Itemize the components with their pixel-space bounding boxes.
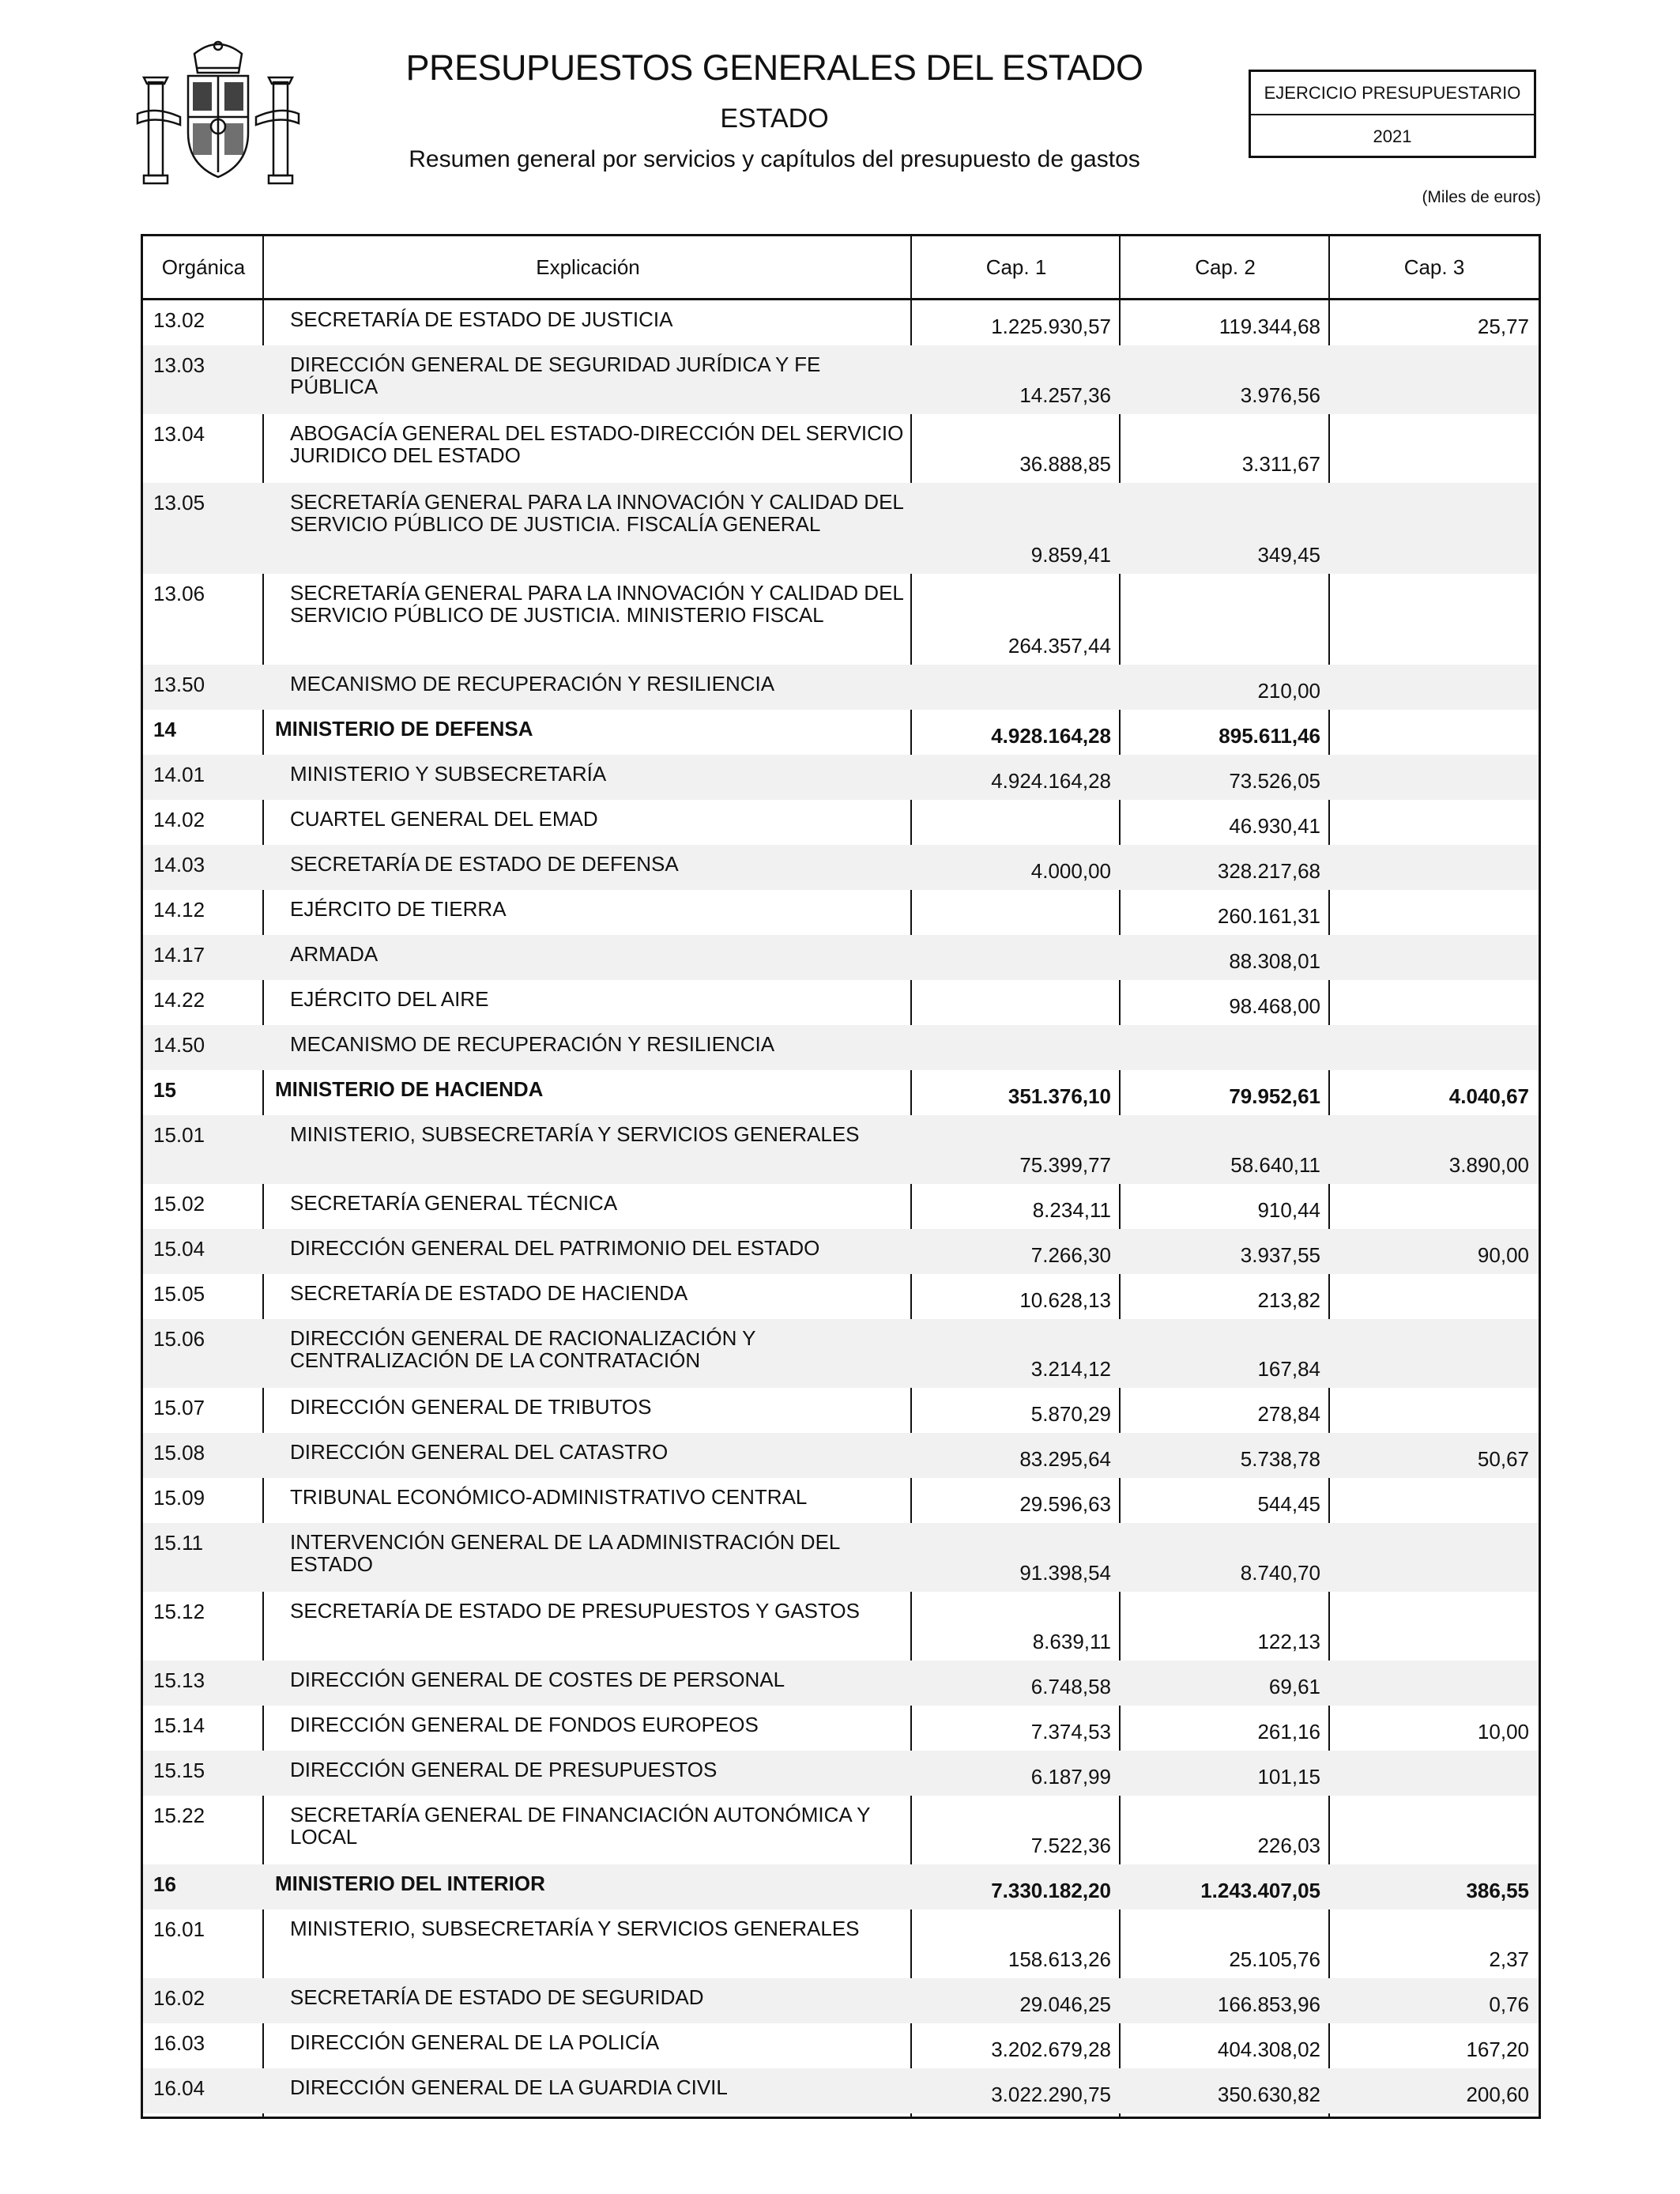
cell-cap2: 226,03 (1257, 1834, 1320, 1857)
cell-explicacion: SECRETARÍA DE ESTADO DE JUSTICIA (290, 307, 673, 331)
cell-organica: 14.03 (153, 853, 205, 876)
cell-organica: 14.17 (153, 943, 205, 967)
cell-explicacion: MINISTERIO DE HACIENDA (275, 1077, 544, 1101)
cell-organica: 16.04 (153, 2076, 205, 2100)
cell-cap3 (1330, 345, 1539, 414)
cell-explicacion: MINISTERIO Y SUBSECRETARÍA (290, 762, 607, 786)
cell-explicacion: SECRETARÍA GENERAL PARA LA INNOVACIÓN Y CALIDAD DEL SERVICIO PÚBLICO DE JUSTICIA. MINISTERIO FISCAL (290, 581, 903, 627)
table-row (143, 1025, 1539, 1070)
cell-explicacion: DIRECCIÓN GENERAL DE LA GUARDIA CIVIL (290, 2075, 728, 2099)
cell-cap1: 3.202.679,28 (991, 2038, 1111, 2061)
cell-cap3 (1330, 1592, 1539, 1661)
column-header-cap1: Cap. 1 (985, 254, 1047, 279)
cell-organica: 15.12 (153, 1600, 205, 1623)
cell-organica: 13.50 (153, 673, 205, 696)
cell-cap3 (1330, 665, 1539, 710)
cell-explicacion: DIRECCIÓN GENERAL DE FONDOS EUROPEOS (290, 1713, 759, 1736)
cell-cap1: 5.870,29 (1030, 1402, 1111, 1426)
cell-cap1: 1.225.930,57 (991, 315, 1111, 338)
cell-cap2: 210,00 (1257, 679, 1320, 703)
cell-explicacion: DIRECCIÓN GENERAL DE PRESUPUESTOS (290, 1758, 718, 1781)
cell-cap3 (1330, 1319, 1539, 1388)
cell-cap1: 29.596,63 (1019, 1492, 1111, 1516)
cell-organica: 14.50 (153, 1033, 205, 1057)
cell-organica: 13.04 (153, 422, 205, 446)
cell-organica: 14.02 (153, 808, 205, 831)
document-header (332, 47, 1217, 175)
cell-cap1 (912, 980, 1121, 1025)
cell-cap3: 50,67 (1477, 1447, 1529, 1471)
cell-cap1 (912, 800, 1121, 845)
cell-cap2: 5.738,78 (1240, 1447, 1320, 1471)
cell-cap2: 278,84 (1257, 1402, 1320, 1426)
cell-explicacion: DIRECCIÓN GENERAL DE RACIONALIZACIÓN Y CENTRALIZACIÓN DE LA CONTRATACIÓN (290, 1326, 755, 1372)
table-row (143, 980, 1539, 1025)
cell-explicacion: SECRETARÍA DE ESTADO DE DEFENSA (290, 852, 679, 876)
cell-cap1: 8.234,11 (1032, 1198, 1111, 1222)
cell-cap3 (1330, 1478, 1539, 1523)
cell-cap1 (912, 935, 1121, 980)
cell-cap1: 14.257,36 (1019, 383, 1111, 407)
cell-cap3 (1330, 483, 1539, 574)
cell-explicacion: SECRETARÍA GENERAL DE FINANCIACIÓN AUTONÓMICA Y LOCAL (290, 1803, 870, 1849)
cell-cap3 (1330, 1184, 1539, 1229)
cell-explicacion: MINISTERIO DEL INTERIOR (275, 1872, 545, 1895)
cell-cap1: 7.522,36 (1030, 1834, 1111, 1857)
cell-explicacion: DIRECCIÓN GENERAL DE LA POLICÍA (290, 2030, 660, 2054)
cell-organica: 15.02 (153, 1192, 205, 1216)
table-row-total (143, 1070, 1539, 1115)
cell-cap2: 73.526,05 (1229, 769, 1320, 793)
cell-organica: 15.11 (153, 1531, 204, 1555)
table-row (143, 1274, 1539, 1319)
cell-cap3: 2,37 (1489, 1947, 1529, 1971)
cell-cap2 (1121, 574, 1330, 665)
cell-explicacion: DIRECCIÓN GENERAL DE SEGURIDAD JURÍDICA Y FE PÚBLICA (290, 352, 821, 398)
cell-cap3 (1330, 1661, 1539, 1706)
cell-cap2: 166.853,96 (1217, 1992, 1320, 2016)
cell-organica: 15 (153, 1078, 176, 1102)
cell-cap1: 3.022.290,75 (991, 2083, 1111, 2106)
cell-cap3: 0,76 (1489, 1992, 1529, 2016)
cell-organica: 14.12 (153, 898, 205, 922)
cell-organica: 13.02 (153, 308, 205, 332)
cell-cap1: 4.928.164,28 (991, 724, 1111, 748)
coat-of-arms-emblem (136, 38, 300, 193)
cell-cap3 (1330, 980, 1539, 1025)
cell-cap3 (1330, 1751, 1539, 1796)
table-row-total (143, 1864, 1539, 1909)
cell-cap1: 91.398,54 (1019, 1561, 1111, 1585)
cell-organica: 14.01 (153, 763, 205, 786)
cell-cap2: 544,45 (1257, 1492, 1320, 1516)
cell-explicacion: ARMADA (290, 942, 379, 966)
cell-cap1: 75.399,77 (1019, 1153, 1111, 1177)
cell-cap2: 101,15 (1257, 1765, 1320, 1789)
cell-explicacion: DIRECCIÓN GENERAL DE COSTES DE PERSONAL (290, 1668, 785, 1691)
cell-cap1 (912, 1025, 1121, 1070)
cell-cap1: 10.628,13 (1019, 1288, 1111, 1312)
cell-explicacion: SECRETARÍA GENERAL PARA LA INNOVACIÓN Y CALIDAD DEL SERVICIO PÚBLICO DE JUSTICIA. FISCALÍA GENERAL (290, 490, 903, 536)
fiscal-year-value: 2021 (1251, 114, 1534, 157)
cell-cap3 (1330, 1025, 1539, 1070)
table-row (143, 1978, 1539, 2023)
cell-organica: 14 (153, 718, 176, 741)
cell-organica: 15.04 (153, 1237, 205, 1261)
document-caption: Resumen general por servicios y capítulos del presupuesto de gastos (409, 146, 1140, 172)
cell-organica: 15.15 (153, 1759, 205, 1782)
table-row-total (143, 710, 1539, 755)
table-row (143, 345, 1539, 414)
document-title: PRESUPUESTOS GENERALES DEL ESTADO (405, 47, 1143, 88)
column-header-explicacion: Explicación (536, 254, 640, 279)
cell-organica: 13.03 (153, 353, 205, 377)
table-row (143, 1751, 1539, 1796)
cell-organica: 15.22 (153, 1804, 205, 1827)
cell-cap2: 69,61 (1268, 1675, 1320, 1698)
cell-cap3: 3.890,00 (1448, 1153, 1529, 1177)
cell-cap2: 3.976,56 (1240, 383, 1320, 407)
column-header-cap2: Cap. 2 (1195, 254, 1256, 279)
cell-cap2: 910,44 (1257, 1198, 1320, 1222)
cell-cap1: 9.859,41 (1030, 543, 1111, 567)
table-row (143, 483, 1539, 574)
cell-cap1: 8.639,11 (1032, 1630, 1111, 1653)
cell-explicacion: SECRETARÍA GENERAL TÉCNICA (290, 1191, 618, 1215)
cell-explicacion: EJÉRCITO DE TIERRA (290, 897, 507, 921)
table-row (143, 1478, 1539, 1523)
cell-organica: 16.03 (153, 2031, 205, 2055)
cell-cap2: 8.740,70 (1240, 1561, 1320, 1585)
table-row (143, 1184, 1539, 1229)
cell-organica: 15.05 (153, 1282, 205, 1306)
cell-cap2: 119.344,68 (1219, 315, 1320, 338)
cell-cap1: 83.295,64 (1019, 1447, 1111, 1471)
table-row (143, 755, 1539, 800)
cell-cap2: 25.105,76 (1229, 1947, 1320, 1971)
cell-cap2: 1.243.407,05 (1200, 1879, 1320, 1902)
cell-organica: 15.07 (153, 1396, 205, 1419)
cell-cap2: 349,45 (1257, 543, 1320, 567)
document-subtitle: ESTADO (720, 104, 829, 134)
table-row (143, 2068, 1539, 2113)
cell-cap2: 261,16 (1257, 1720, 1320, 1744)
cell-cap1: 6.187,99 (1030, 1765, 1111, 1789)
table-body (143, 300, 1539, 2113)
cell-organica: 13.05 (153, 491, 205, 515)
cell-explicacion: SECRETARÍA DE ESTADO DE HACIENDA (290, 1281, 688, 1305)
cell-cap2: 3.937,55 (1240, 1243, 1320, 1267)
cell-explicacion: INTERVENCIÓN GENERAL DE LA ADMINISTRACIÓN DEL ESTADO (290, 1530, 840, 1576)
cell-cap3: 200,60 (1466, 2083, 1529, 2106)
cell-cap1: 4.000,00 (1030, 859, 1111, 883)
cell-explicacion: MECANISMO DE RECUPERACIÓN Y RESILIENCIA (290, 1032, 775, 1056)
cell-cap1: 36.888,85 (1019, 452, 1111, 476)
table-row (143, 1661, 1539, 1706)
table-row (143, 1796, 1539, 1864)
table-row (143, 890, 1539, 935)
cell-cap1: 7.266,30 (1030, 1243, 1111, 1267)
cell-cap1: 264.357,44 (1008, 634, 1111, 658)
table-row (143, 1433, 1539, 1478)
cell-organica: 16.01 (153, 1917, 205, 1941)
cell-cap1: 158.613,26 (1008, 1947, 1111, 1971)
table-row (143, 1523, 1539, 1592)
cell-cap2: 122,13 (1257, 1630, 1320, 1653)
cell-explicacion: MINISTERIO, SUBSECRETARÍA Y SERVICIOS GENERALES (290, 1917, 860, 1940)
cell-cap2: 895.611,46 (1219, 724, 1320, 748)
cell-cap3 (1330, 1274, 1539, 1319)
table-row (143, 1229, 1539, 1274)
table-header (143, 236, 1539, 300)
units-note: (Miles de euros) (1422, 188, 1541, 206)
cell-explicacion: MINISTERIO DE DEFENSA (275, 717, 533, 741)
budget-table (141, 234, 1541, 2119)
cell-organica: 15.14 (153, 1713, 205, 1737)
cell-cap3: 25,77 (1477, 315, 1529, 338)
table-row (143, 574, 1539, 665)
cell-organica: 16 (153, 1872, 176, 1896)
table-row (143, 935, 1539, 980)
table-row (143, 2023, 1539, 2068)
cell-explicacion: DIRECCIÓN GENERAL DE TRIBUTOS (290, 1395, 652, 1419)
cell-explicacion: MINISTERIO, SUBSECRETARÍA Y SERVICIOS GENERALES (290, 1122, 860, 1146)
cell-cap3 (1330, 414, 1539, 483)
cell-organica: 15.09 (153, 1486, 205, 1510)
cell-cap2: 350.630,82 (1217, 2083, 1320, 2106)
cell-cap3 (1330, 1388, 1539, 1433)
cell-cap1: 3.214,12 (1030, 1357, 1111, 1381)
column-header-cap3: Cap. 3 (1403, 254, 1465, 279)
cell-cap1: 29.046,25 (1019, 1992, 1111, 2016)
cell-cap2 (1121, 1025, 1330, 1070)
table-row (143, 800, 1539, 845)
cell-explicacion: SECRETARÍA DE ESTADO DE PRESUPUESTOS Y GASTOS (290, 1599, 860, 1623)
fiscal-year-label: EJERCICIO PRESUPUESTARIO (1264, 82, 1521, 103)
cell-cap3: 4.040,67 (1448, 1084, 1529, 1108)
cell-organica: 13.06 (153, 582, 205, 605)
cell-organica: 15.13 (153, 1668, 205, 1692)
cell-explicacion: CUARTEL GENERAL DEL EMAD (290, 807, 598, 831)
cell-cap2: 167,84 (1257, 1357, 1320, 1381)
column-header-organica: Orgánica (161, 254, 246, 279)
cell-organica: 14.22 (153, 988, 205, 1012)
table-row (143, 1388, 1539, 1433)
cell-explicacion: TRIBUNAL ECONÓMICO-ADMINISTRATIVO CENTRAL (290, 1485, 808, 1509)
cell-cap3 (1330, 800, 1539, 845)
cell-cap2: 260.161,31 (1217, 904, 1320, 928)
cell-explicacion: MECANISMO DE RECUPERACIÓN Y RESILIENCIA (290, 672, 775, 696)
table-row (143, 300, 1539, 345)
cell-organica: 16.02 (153, 1986, 205, 2010)
cell-cap3 (1330, 1523, 1539, 1592)
cell-explicacion: DIRECCIÓN GENERAL DEL CATASTRO (290, 1440, 669, 1464)
cell-cap3 (1330, 710, 1539, 755)
cell-cap3: 167,20 (1466, 2038, 1529, 2061)
table-row (143, 1909, 1539, 1978)
cell-cap3 (1330, 935, 1539, 980)
cell-cap2: 404.308,02 (1217, 2038, 1320, 2061)
table-row (143, 1592, 1539, 1661)
cell-cap2: 58.640,11 (1230, 1153, 1320, 1177)
cell-explicacion: DIRECCIÓN GENERAL DEL PATRIMONIO DEL ESTADO (290, 1236, 820, 1260)
table-row (143, 1319, 1539, 1388)
cell-explicacion: SECRETARÍA DE ESTADO DE SEGURIDAD (290, 1985, 704, 2009)
cell-cap2: 213,82 (1257, 1288, 1320, 1312)
cell-cap1: 4.924.164,28 (991, 769, 1111, 793)
cell-cap2: 98.468,00 (1229, 994, 1320, 1018)
cell-explicacion: ABOGACÍA GENERAL DEL ESTADO-DIRECCIÓN DEL SERVICIO JURIDICO DEL ESTADO (290, 421, 904, 467)
fiscal-year-box (1249, 70, 1536, 158)
table-row (143, 1706, 1539, 1751)
cell-cap3: 10,00 (1477, 1720, 1529, 1744)
cell-cap3 (1330, 890, 1539, 935)
cell-cap2: 79.952,61 (1229, 1084, 1320, 1108)
table-row (143, 414, 1539, 483)
cell-cap1: 351.376,10 (1008, 1084, 1111, 1108)
cell-cap3: 386,55 (1466, 1879, 1529, 1902)
cell-cap1: 6.748,58 (1030, 1675, 1111, 1698)
table-row (143, 1115, 1539, 1184)
cell-cap2: 88.308,01 (1229, 949, 1320, 973)
cell-cap1: 7.330.182,20 (991, 1879, 1111, 1902)
cell-cap3 (1330, 755, 1539, 800)
table-row (143, 665, 1539, 710)
cell-cap3 (1330, 1796, 1539, 1864)
cell-cap3: 90,00 (1477, 1243, 1529, 1267)
cell-cap1: 7.374,53 (1030, 1720, 1111, 1744)
cell-cap2: 46.930,41 (1229, 814, 1320, 838)
cell-cap3 (1330, 574, 1539, 665)
cell-cap1 (912, 890, 1121, 935)
cell-cap2: 328.217,68 (1217, 859, 1320, 883)
table-row (143, 845, 1539, 890)
cell-explicacion: EJÉRCITO DEL AIRE (290, 987, 489, 1011)
cell-cap1 (912, 665, 1121, 710)
cell-organica: 15.06 (153, 1327, 205, 1351)
cell-cap2: 3.311,67 (1241, 452, 1320, 476)
cell-organica: 15.08 (153, 1441, 205, 1465)
cell-cap3 (1330, 845, 1539, 890)
cell-organica: 15.01 (153, 1123, 205, 1147)
